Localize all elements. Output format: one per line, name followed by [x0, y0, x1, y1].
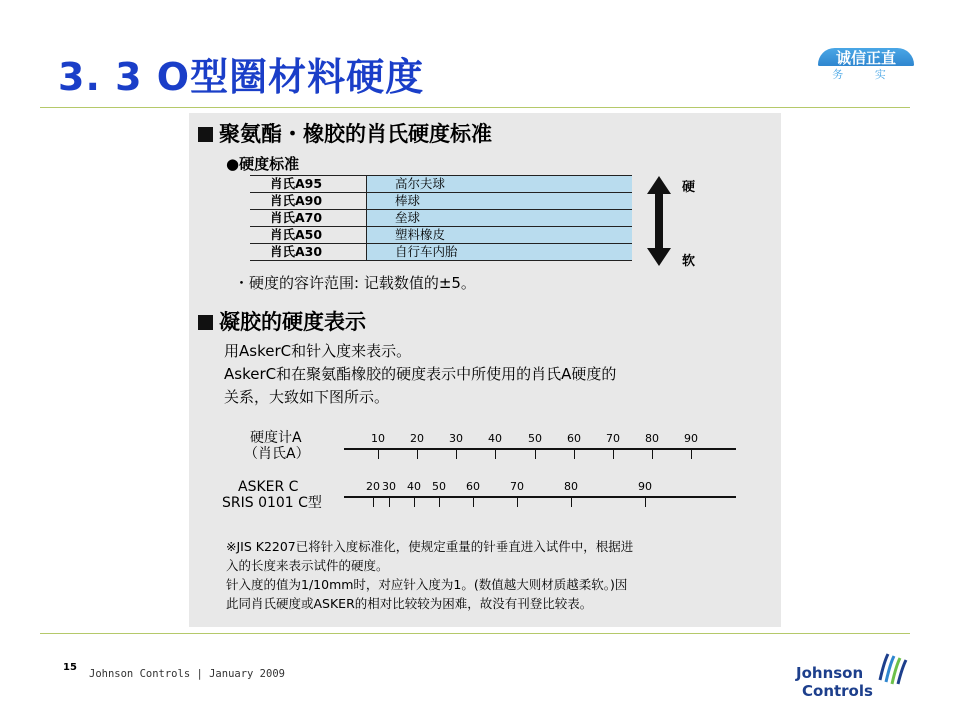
scale-a-label: 硬度计A	[250, 430, 302, 446]
scale-tick	[574, 450, 575, 459]
intro-line-2: AskerC和在聚氨酯橡胶的硬度表示中所使用的肖氏A硬度的	[224, 365, 617, 383]
scale-tick-label: 80	[564, 480, 578, 493]
table-row: 肖氏A70 垒球	[250, 210, 632, 227]
scale-tick	[571, 498, 572, 507]
scale-tick-label: 40	[488, 432, 502, 445]
scale-tick	[378, 450, 379, 459]
scale-tick-label: 70	[510, 480, 524, 493]
note-line: 此同肖氏硬度或ASKER的相对比较较为困难，故没有刊登比较表。	[226, 596, 593, 611]
scale-tick-label: 40	[407, 480, 421, 493]
section1-heading: 聚氨酯・橡胶的肖氏硬度标准	[198, 118, 492, 148]
logo-word-controls: Controls	[802, 682, 873, 700]
scale-tick	[652, 450, 653, 459]
hard-label: 硬	[682, 180, 696, 195]
logo-line2: 务 实	[832, 68, 900, 81]
scale-tick-label: 10	[371, 432, 385, 445]
scale-tick	[373, 498, 374, 507]
note-line: 针入度的值为1/10mm时，对应针入度为1。(数值越大则材质越柔软。)因	[226, 577, 628, 592]
scale-c-label: ASKER C	[238, 479, 299, 495]
intro-line-1: 用AskerC和针入度来表示。	[224, 342, 412, 360]
table-row: 肖氏A90 棒球	[250, 193, 632, 210]
square-bullet-icon	[198, 127, 213, 142]
scale-tick-label: 30	[382, 480, 396, 493]
hardness-table	[250, 175, 632, 261]
logo-word-johnson: Johnson	[796, 664, 864, 682]
scale-tick	[417, 450, 418, 459]
waves-icon	[874, 650, 914, 690]
section2-heading: 凝胶的硬度表示	[198, 306, 366, 336]
jis-note	[226, 537, 633, 613]
top-divider	[40, 107, 910, 108]
scale-c-sublabel: SRIS 0101 C型	[222, 495, 322, 511]
scale-tick	[613, 450, 614, 459]
scale-tick	[691, 450, 692, 459]
scale-tick	[439, 498, 440, 507]
scale-tick	[535, 450, 536, 459]
scale-tick	[645, 498, 646, 507]
scale-a-sublabel: （肖氏A）	[244, 446, 310, 462]
soft-label: 软	[682, 254, 696, 269]
scale-tick-label: 50	[432, 480, 446, 493]
table-row: 肖氏A50 塑料橡皮	[250, 227, 632, 244]
scale-a-line	[344, 448, 736, 450]
scale-tick	[473, 498, 474, 507]
bottom-divider	[40, 633, 910, 634]
note-line: ※JIS K2207已将针入度标准化，使规定重量的针垂直进入试件中，根据进	[226, 539, 634, 554]
integrity-logo	[818, 38, 914, 84]
intro-line-3: 关系，大致如下图所示。	[224, 388, 390, 406]
scale-tick	[414, 498, 415, 507]
table-row: 肖氏A30 自行车内胎	[250, 244, 632, 261]
logo-line1: 诚信正直	[835, 49, 896, 67]
table-row: 肖氏A95 高尔夫球	[250, 176, 632, 193]
footer-text: Johnson Controls | January 2009	[89, 668, 285, 680]
hardness-standard-subheading: ●硬度标准	[226, 155, 300, 173]
scale-tick	[456, 450, 457, 459]
scale-tick-label: 30	[449, 432, 463, 445]
scale-tick	[495, 450, 496, 459]
scale-tick-label: 60	[466, 480, 480, 493]
scale-tick-label: 90	[684, 432, 698, 445]
square-bullet-icon	[198, 315, 213, 330]
page-title: 3. 3 O型圈材料硬度	[58, 55, 425, 99]
scale-tick-label: 20	[410, 432, 424, 445]
johnson-controls-logo	[796, 650, 918, 702]
scale-tick-label: 20	[366, 480, 380, 493]
scale-tick-label: 90	[638, 480, 652, 493]
scale-c-line	[344, 496, 736, 498]
scale-tick	[517, 498, 518, 507]
scale-tick-label: 60	[567, 432, 581, 445]
scale-tick-label: 70	[606, 432, 620, 445]
scale-tick-label: 80	[645, 432, 659, 445]
tolerance-text: ・硬度的容许范围: 记载数值的±5。	[234, 274, 476, 292]
note-line: 入的长度来表示试件的硬度。	[226, 558, 389, 573]
scale-tick-label: 50	[528, 432, 542, 445]
scale-tick	[389, 498, 390, 507]
page-number: 15	[63, 662, 77, 673]
double-arrow-icon	[646, 176, 672, 266]
